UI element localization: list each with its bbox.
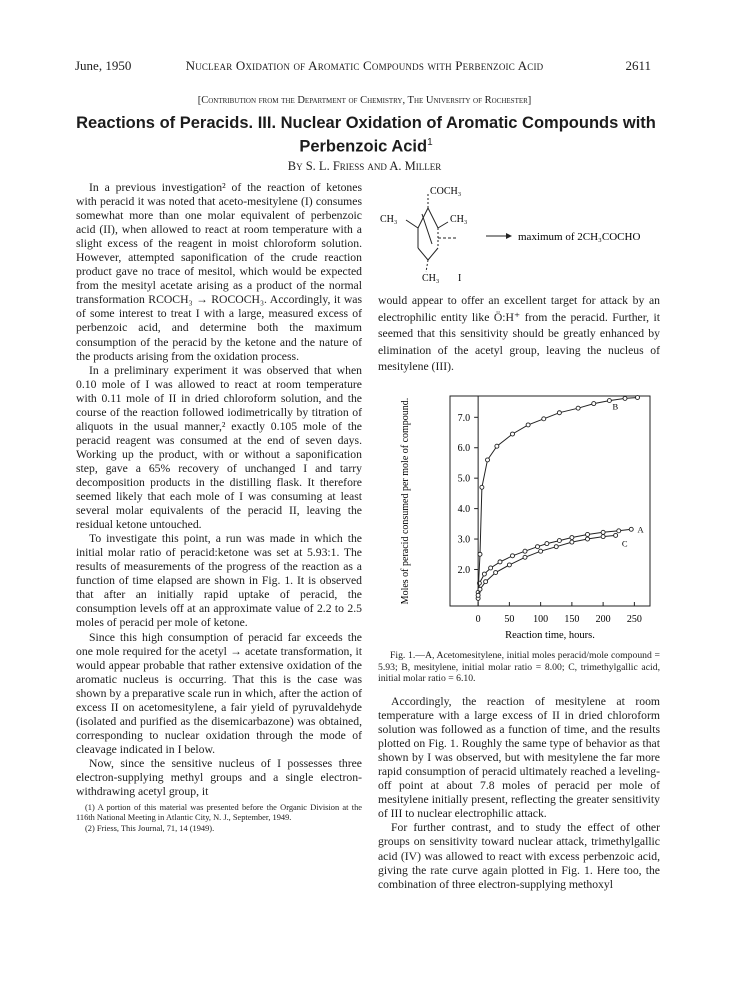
paragraph: For further contrast, and to study the effect of other groups on sensitivity toward nuclear attack, trimethylgallic acid (IV) was allowed to react with excess perbenzoic acid, giving the rate curve again plotted in Fig. 1. Here too, the combination of three electron-supplying methoxyl <box>378 821 660 891</box>
paragraph: In a preliminary experiment it was observed that when 0.10 mole of I was allowed to react at room temperature with 0.11 mole of II in dried chloroform solution, and the course of the reaction followed iodimetrically by titration of aliquots in the usual manner,² exactly 0.105 mole of the peracid reagent was consumed at the end of seven days. Working up the product, with or without a saponification step, gave a 65% recovery of unchanged I and tarry decomposition products in the distilling flask. It therefore seemed likely that each mole of I was consuming at least several molar equivalents of the peracid II, leaving the residual ketone untouched. <box>76 363 362 532</box>
data-point-C <box>539 549 543 553</box>
bottom-methyl-label: CH₃ <box>422 273 440 284</box>
footnotes <box>76 803 362 834</box>
acetyl-group-label: COCH₃ <box>430 186 462 197</box>
paragraph: Now, since the sensitive nucleus of I possesses three electron-supplying methyl groups and a single electron-withdrawing acetyl group, it <box>76 756 362 799</box>
data-point-C <box>484 580 488 584</box>
structure-diagram <box>378 180 668 292</box>
byline: By S. L. Friess and A. Miller <box>287 159 442 173</box>
data-point-C <box>601 535 605 539</box>
data-point-A <box>523 549 527 553</box>
left-column <box>76 181 362 834</box>
right-column-text-top <box>378 293 660 376</box>
article-title <box>60 114 672 157</box>
y-tick-label: 4.0 <box>457 504 471 516</box>
data-point-C <box>570 540 574 544</box>
footnote: (1) A portion of this material was presented before the Organic Division at the 116th National Meeting in Atlantic City, N. J., September, 1949. <box>76 803 362 823</box>
running-header-date: June, 1950 <box>75 58 132 73</box>
paragraph: would appear to offer an excellent target for attack by an electrophilic entity like Ö:H⁺ from the peracid. Further, it seemed that this sensitivity should be greatly enhanced by elimination of the acetyl group, leaving the nucleus of mesitylene (III). <box>378 294 660 374</box>
paragraph: Since this high consumption of peracid far exceeds the one mole required for the acetyl → acetate transformation, it would appear probable that rather extensive oxidation of the aromatic nucleus is occurring. That this is the case was shown by a preparative scale run in which, after the action of excess II on acetomesitylene, a fair yield of pyruvaldehyde (isolated and purified as the disemicarbazone) was obtained, corresponding to nuclear oxidation through the mode of cleavage indicated in I below. <box>76 630 362 756</box>
paragraph: To investigate this point, a run was made in which the initial molar ratio of peracid:ketone was set at 5.93:1. The results of measurements of the progress of the reaction as a function of time elapsed are shown in Fig. 1. It is observed that after an initially rapid uptake of peracid, the consumption levels off at an approximate value of 2.2 to 2.5 moles of peracid per mole of ketone. <box>76 532 362 630</box>
y-tick-label: 7.0 <box>457 412 471 424</box>
x-tick-label: 250 <box>626 614 642 625</box>
data-point-A <box>601 530 605 534</box>
data-point-B <box>636 396 640 400</box>
page-number: 2611 <box>625 58 651 73</box>
paragraph: In a previous investigation² of the reaction of ketones with peracid it was noted that aceto-mesitylene (I) consumes somewhat more than one molar equivalent of perbenzoic acid (II), when allowed to react at room temperature with a slight excess of the reagent in moist chloroform solution. However, attempted saponification of the crude reaction product gave no trace of mesitol, which would be expected from the mesityl acetate arising as a product of the normal transformation RCOCH₃ → ROCOCH₃. Accordingly, it was of some interest to treat I with a large, measured excess of perbenzoic acid, and determine both the maximum consumption of the peracid by the ketone and the nature of the products arising from the oxidation process. <box>76 181 362 363</box>
x-tick-label: 50 <box>504 614 515 625</box>
x-axis-label: Reaction time, hours. <box>505 630 595 641</box>
data-point-B <box>526 423 530 427</box>
figure-1-chart <box>378 384 663 646</box>
right-methyl-label: CH₃ <box>450 214 468 225</box>
x-tick-label: 150 <box>564 614 580 625</box>
ring-bond <box>418 248 428 260</box>
data-point-A <box>545 542 549 546</box>
data-point-C <box>478 587 482 591</box>
y-tick-label: 5.0 <box>457 473 471 485</box>
x-tick-label: 0 <box>475 614 481 625</box>
x-tick-label: 100 <box>533 614 549 625</box>
data-point-B <box>495 444 499 448</box>
data-point-B <box>511 432 515 436</box>
data-point-B <box>480 485 484 489</box>
data-point-B <box>576 406 580 410</box>
data-point-A <box>498 560 502 564</box>
series-label-A: A <box>637 524 644 535</box>
data-point-A <box>489 566 493 570</box>
compound-label: I <box>458 273 462 284</box>
data-point-A <box>557 539 561 543</box>
y-tick-label: 2.0 <box>457 564 471 576</box>
cleavage-bond <box>426 260 428 272</box>
data-point-B <box>592 402 596 406</box>
data-point-C <box>554 545 558 549</box>
data-point-A <box>536 545 540 549</box>
contribution-note: [Contribution from the Department of Chemistry, The University of Rochester] <box>197 95 532 106</box>
reaction-product-text: maximum of 2CH₃COCHO <box>518 231 641 243</box>
substituent-bond <box>406 220 418 228</box>
data-point-C <box>586 537 590 541</box>
data-point-C <box>494 571 498 575</box>
y-tick-label: 3.0 <box>457 534 471 546</box>
data-point-B <box>486 458 490 462</box>
title-footnote-marker: 1 <box>427 137 433 148</box>
left-methyl-label: CH₃ <box>380 214 398 225</box>
figure-caption <box>378 650 660 685</box>
paragraph: Accordingly, the reaction of mesitylene at room temperature with a large excess of II in dried chloroform solution was followed as a function of time, and the results plotted on Fig. 1. Roughly the same type of behavior as that shown by I was observed, but with mesitylene the far more rapid consumption of peracid ultimately reached a leveling-off point at about 7.8 moles of peracid per mole of mesitylene initially present, reflecting the greater sensitivity of III to nuclear electrophilic attack. <box>378 695 660 821</box>
x-tick-label: 200 <box>595 614 611 625</box>
data-point-C <box>507 563 511 567</box>
data-point-A <box>570 536 574 540</box>
data-point-B <box>542 417 546 421</box>
running-header-title: Nuclear Oxidation of Aromatic Compounds with Perbenzoic Acid <box>185 58 544 73</box>
data-point-B <box>557 411 561 415</box>
y-tick-label: 6.0 <box>457 443 471 455</box>
data-point-C <box>614 533 618 537</box>
data-point-A <box>617 529 621 533</box>
data-point-A <box>477 581 481 585</box>
data-point-C <box>476 593 480 597</box>
ring-inner-bond <box>422 214 432 244</box>
series-label-B: B <box>612 401 619 412</box>
ring-bond <box>428 208 438 228</box>
series-label-C: C <box>621 538 628 549</box>
reaction-arrow-head <box>506 233 512 239</box>
ring-bond <box>428 248 438 260</box>
data-point-A <box>511 554 515 558</box>
article-title-text: Reactions of Peracids. III. Nuclear Oxidation of Aromatic Compounds with Perbenzoic Acid <box>76 114 656 156</box>
data-point-A <box>629 527 633 531</box>
plot-frame <box>450 396 650 606</box>
footnote: (2) Friess, This Journal, 71, 14 (1949). <box>85 823 215 833</box>
data-point-A <box>482 572 486 576</box>
data-point-B <box>623 396 627 400</box>
substituent-bond <box>438 222 448 228</box>
data-point-C <box>523 555 527 559</box>
data-point-A <box>586 532 590 536</box>
figure-caption-text: Fig. 1.—A, Acetomesitylene, initial moles peracid/mole compound = 5.93; B, mesitylene, initial molar ratio = 8.00; C, trimethylgallic acid, initial molar ratio = 6.10. <box>378 650 660 685</box>
y-axis-label: Moles of peracid consumed per mole of compound. <box>400 397 411 605</box>
right-column-text-bottom <box>378 695 660 892</box>
data-point-B <box>478 552 482 556</box>
data-point-B <box>607 399 611 403</box>
